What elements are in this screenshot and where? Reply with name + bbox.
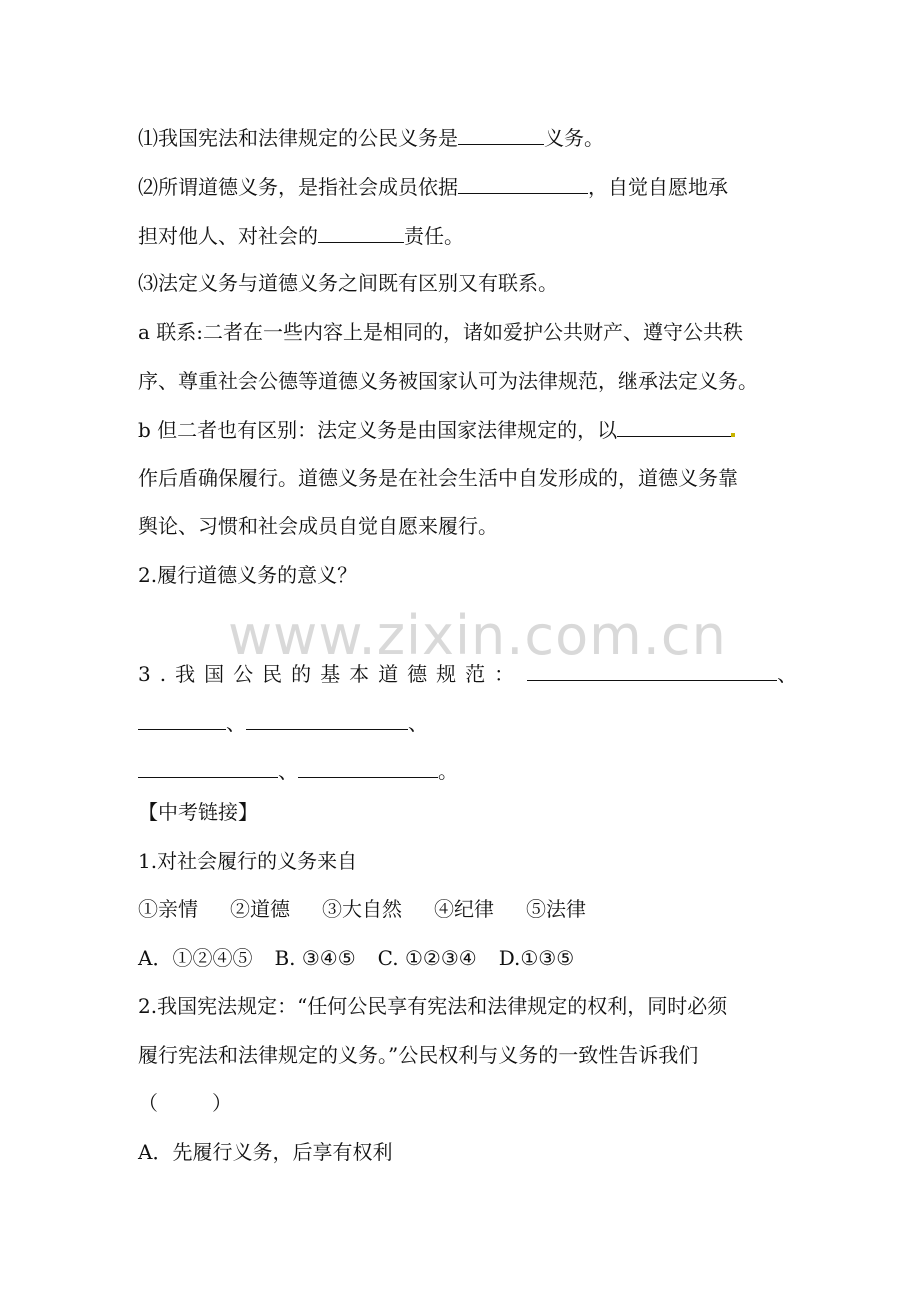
answer-blank	[138, 709, 226, 730]
answer-blank	[138, 757, 278, 778]
bracket-close: ）	[212, 1091, 232, 1115]
text-line	[138, 757, 458, 784]
separator: 、	[278, 759, 298, 783]
separator: 、	[408, 711, 428, 735]
item: ②道德	[230, 897, 290, 921]
option: B. ③④⑤	[274, 946, 356, 970]
question-3-prefix: 3.我国公民的基本道德规范：	[138, 662, 524, 686]
mc1-items	[138, 896, 586, 922]
mc2-line: 履行宪法和法律规定的义务。”公民权利与义务的一致性告诉我们	[138, 1043, 699, 1067]
text-line: 序、尊重社会公德等道德义务被国家认可为法律规范，继承法定义务。	[138, 369, 758, 393]
mc2-option-a: A．先履行义务，后享有权利	[138, 1140, 393, 1164]
answer-blank	[318, 222, 404, 243]
text-line: 舆论、习惯和社会成员自觉自愿来履行。	[138, 514, 498, 538]
section-title: 【中考链接】	[138, 800, 258, 824]
answer-bracket	[138, 1090, 232, 1116]
line-text: ⑵所谓道德义务，是指社会成员依据	[138, 175, 458, 199]
period: 。	[438, 759, 458, 783]
watermark: www.zixin.com.cn	[228, 604, 727, 667]
separator: 、	[777, 662, 798, 686]
item: ①亲情	[138, 897, 198, 921]
question-3	[138, 660, 797, 687]
line-text: 义务。	[544, 126, 604, 150]
answer-blank	[246, 709, 408, 730]
text-line	[138, 124, 604, 151]
text-line: ⑶法定义务与道德义务之间既有区别又有联系。	[138, 271, 558, 295]
text-line	[138, 173, 728, 200]
answer-blank	[527, 660, 777, 681]
marker-dot	[731, 433, 735, 437]
text-line	[138, 222, 464, 249]
line-text: 责任。	[404, 224, 464, 248]
option: D.①③⑤	[498, 946, 575, 970]
text-line: a 联系:二者在一些内容上是相同的，诸如爱护公共财产、遵守公共秩	[138, 320, 744, 344]
mc1-stem: 1.对社会履行的义务来自	[138, 849, 358, 873]
text-line: 作后盾确保履行。道德义务是在社会生活中自发形成的，道德义务靠	[138, 466, 738, 490]
item: ③大自然	[322, 897, 402, 921]
option: A．①②④⑤	[138, 946, 253, 970]
item: ⑤法律	[526, 897, 586, 921]
bracket-open: （	[138, 1091, 158, 1115]
text-line	[138, 416, 735, 443]
item: ④纪律	[434, 897, 494, 921]
option: C. ①②③④	[377, 946, 477, 970]
separator: 、	[226, 711, 246, 735]
line-text: ⑴我国宪法和法律规定的公民义务是	[138, 126, 458, 150]
answer-blank	[298, 757, 438, 778]
line-text: b 但二者也有区别：法定义务是由国家法律规定的，以	[138, 418, 618, 442]
line-text: ，自觉自愿地承	[588, 175, 728, 199]
question-2: 2.履行道德义务的意义？	[138, 563, 358, 587]
line-text: 担对他人、对社会的	[138, 224, 318, 248]
mc1-options	[138, 945, 574, 971]
text-line	[138, 709, 428, 736]
answer-blank	[617, 416, 731, 437]
answer-blank	[458, 124, 544, 145]
answer-blank	[458, 173, 588, 194]
mc2-line: 2.我国宪法规定：“任何公民享有宪法和法律规定的权利，同时必须	[138, 994, 728, 1018]
